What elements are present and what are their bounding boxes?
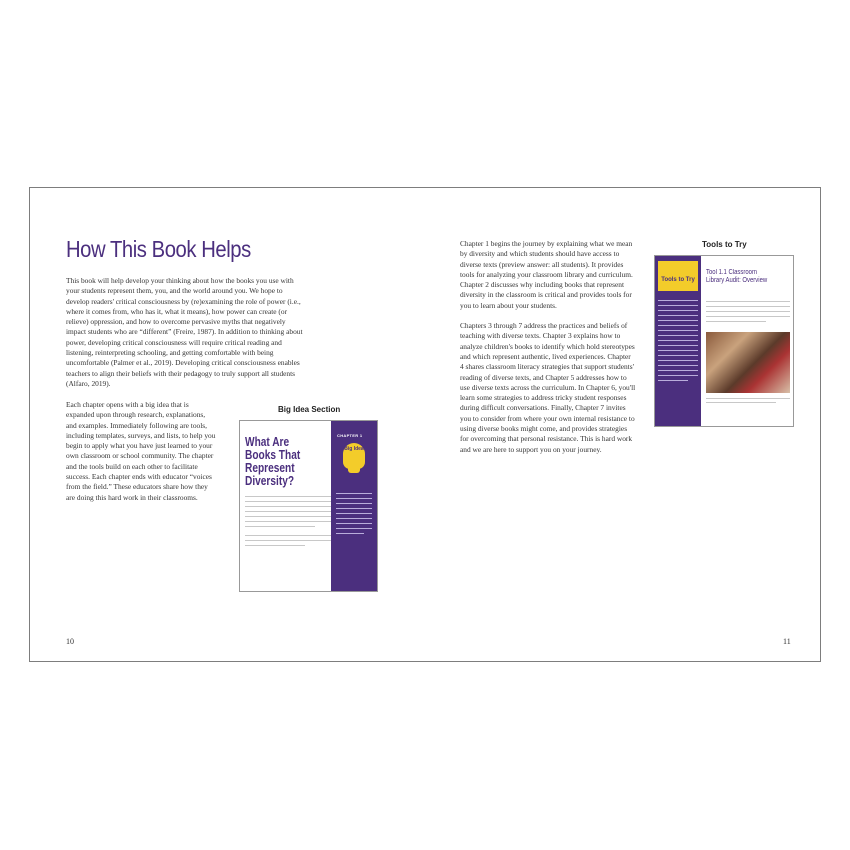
chapters-intro-paragraph: Chapter 1 begins the journey by explaining what we mean by diversity and which students should have access to diverse texts (preview answer: all students). It provides tools for analyzing your classroom library and curriculum. Chapter 2 discusses why including books that represent diversity in the classroom is critical and provides tools for you to learn about your students. — [460, 239, 633, 310]
section-title: How This Book Helps — [66, 236, 251, 262]
big-idea-caption: Big Idea Section — [278, 405, 341, 414]
right-text — [460, 239, 636, 455]
left-page-number: 10 — [66, 637, 74, 646]
tools-logo-text: Tools to Try — [661, 277, 695, 283]
chapter-label: CHAPTER 1 — [337, 433, 363, 438]
left-text — [66, 276, 306, 389]
tools-thumbnail — [654, 255, 794, 427]
chapters-detail-paragraph: Chapters 3 through 7 address the practices and beliefs of teaching with diverse texts. Chapter 3 explains how to analyze children's books to identify which hold stereotypes and which represent authentic, lived experiences. Chapter 4 shares classroom literacy strategies that support students' reading of diverse texts, and Chapter 5 addresses how to use diverse texts across the curriculum. In Chapter 6, you'll learn some strategies to address tricky student responses during difficult conversations. Finally, Chapter 7 invites you to consider from where your own internal resistance to using diverse books might come, and provides strategies for overcoming that personal resistance. This is hard work and we are here to support you on your journey. — [460, 321, 636, 454]
purple-band — [331, 421, 377, 591]
chapter-structure-paragraph: Each chapter opens with a big idea that is expanded upon through research, explanations, and examples. Immediately following are tools, including templates, surveys, and lists, to help you begin to apply what you have just learned to your own classroom or school community. The chapter and the tools build on each other to facilitate success. Each chapter ends with educator “voices from the field.” These educators share how they are doing this hard work in their classrooms. — [66, 400, 216, 502]
purple-band — [655, 256, 701, 426]
tools-logo — [658, 261, 698, 291]
big-idea-thumbnail — [239, 420, 378, 592]
tools-caption: Tools to Try — [702, 240, 747, 249]
classroom-photo — [706, 332, 790, 393]
book-spread — [29, 187, 821, 662]
big-idea-bulb-text: Big Idea — [344, 446, 364, 452]
right-page-number: 11 — [783, 637, 791, 646]
thumb-title: What Are Books That Represent Diversity? — [245, 434, 301, 488]
lightbulb-base-icon — [348, 468, 360, 473]
intro-paragraph: This book will help develop your thinking about how the books you use with your students represent them, you, and the world around you. We hope to develop readers' critical consciousness by (re)examining the role of power (i.e., where it comes from, who has it, what it means), how power can create (or relieve) oppression, and how to overcome pervasive myths that negatively impact students who are “different” (Freire, 1987). In addition to thinking about power, developing critical consciousness will require critical reading and listening, reinterpreting schooling, and getting comfortable with being uncomfortable (Palmer et al., 2019). Developing critical consciousness enables teachers to align their beliefs with their pedagogy to truly support all students (Alfaro, 2019). — [66, 276, 303, 388]
thumb-heading: Tool 1.1 Classroom Library Audit: Overview — [706, 269, 768, 284]
left-text-2 — [66, 400, 216, 503]
